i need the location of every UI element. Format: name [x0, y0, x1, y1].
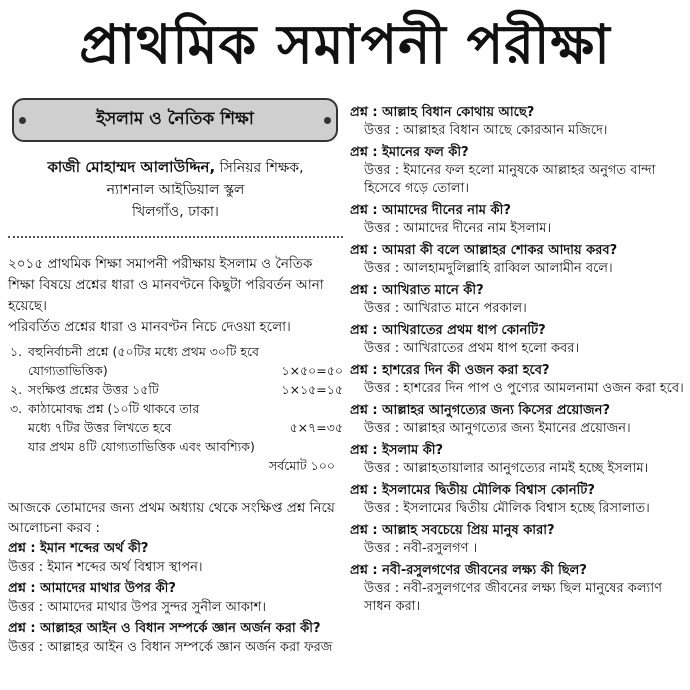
question: প্রশ্ন : নবী-রসুলগণের জীবনের লক্ষ্য কী ছিল? — [350, 563, 587, 578]
marks-text: মধ্যে ৭টির উত্তর লিখতে হবে — [28, 420, 172, 435]
marks-number: ১. — [10, 344, 23, 359]
answer: উত্তর : আল্লাহতায়ালার আনুগত্যের নামই হচ্ছে ইসলাম। — [364, 461, 649, 476]
page-title: প্রাথমিক সমাপনী পরীক্ষা — [79, 13, 611, 76]
marks-text: বহুনির্বাচনী প্রশ্নে (৫০টির মধ্যে প্রথম ৩০টি হবে — [28, 344, 259, 359]
question: প্রশ্ন : আমাদের মাথার উপর কী? — [8, 581, 176, 596]
answer: উত্তর : নবী-রসুলগণের জীবনের লক্ষ্য ছিল মানুষের কল্যাণ সাধন করা। — [364, 581, 662, 614]
subject-title: ইসলাম ও নৈতিক শিক্ষা — [96, 109, 254, 129]
question: প্রশ্ন : আল্লাহ সবচেয়ে প্রিয় মানুষ কারা? — [350, 523, 555, 538]
subject-banner — [12, 98, 338, 142]
author-school: ন্যাশনাল আইডিয়াল স্কুল — [106, 182, 245, 198]
intro-paragraph: ২০১৫ প্রাথমিক শিক্ষা সমাপনী পরীক্ষায় ইসলাম ও নৈতিক শিক্ষা বিষয়ে প্রশ্নের ধারা ও মানবণ্টনে কিছুটা পরিবর্তন আনা হয়েছে। — [8, 256, 324, 314]
author-location: খিলগাঁও, ঢাকা। — [132, 204, 219, 220]
question: প্রশ্ন : আল্লাহ বিধান কোথায় আছে? — [350, 105, 535, 120]
marks-item — [10, 418, 343, 437]
marks-value: ১×৫০=৫০ — [281, 363, 343, 378]
question: প্রশ্ন : আমাদের দীনের নাম কী? — [350, 203, 511, 218]
question: প্রশ্ন : আল্লাহর আইন ও বিধান সম্পর্কে জ্ঞান অর্জন করা কী? — [8, 621, 321, 636]
question: প্রশ্ন : আমরা কী বলে আল্লাহর শোকর আদায় করব? — [350, 243, 618, 258]
answer: উত্তর : আল্লাহর আইন ও বিধান সম্পর্কে জ্ঞান অর্জন করা ফরজ — [8, 640, 333, 655]
marks-item — [10, 342, 343, 361]
marks-item — [10, 399, 343, 418]
marks-text: যোগ্যতাভিত্তিক) — [28, 363, 108, 378]
answer: উত্তর : ইমানের ফল হলো মানুষকে আল্লাহর অনুগত বান্দা হিসেবে গড়ে তোলা। — [364, 163, 656, 196]
marks-value: ৫×৭=৩৫ — [289, 420, 343, 435]
author-block — [8, 156, 343, 223]
marks-text: যার প্রথম ৪টি যোগ্যতাভিত্তিক এবং আবশ্যিক) — [28, 439, 255, 454]
answer: উত্তর : আলহামদুলিল্লাহি রাব্বিল আলামীন বলে। — [364, 261, 613, 276]
question: প্রশ্ন : ইসলাম কী? — [350, 443, 444, 458]
question: প্রশ্ন : আখিরাতের প্রথম ধাপ কোনটি? — [350, 323, 546, 338]
answer: উত্তর : হাশরের দিন পাপ ও পুণ্যের আমলনামা ওজন করা হবে। — [364, 381, 684, 396]
intro-paragraph: পরিবর্তিত প্রশ্নের ধারা ও মানবণ্টন নিচে দেওয়া হলো। — [8, 319, 291, 335]
answer: উত্তর : আখিরাতের প্রথম ধাপ হলো কবর। — [364, 341, 580, 356]
marks-number: ৩. — [10, 401, 23, 416]
marks-text: কাঠামোবদ্ধ প্রশ্ন (১০টি থাকবে তার — [28, 401, 200, 416]
question: প্রশ্ন : হাশরের দিন কী ওজন করা হবে? — [350, 363, 550, 378]
right-column — [350, 100, 686, 684]
question: প্রশ্ন : ইমানের ফল কী? — [350, 145, 469, 160]
left-qa-section — [8, 498, 343, 659]
answer: উত্তর : আমাদের মাথার উপর সুন্দর সুনীল আকাশ। — [8, 600, 266, 615]
marks-item — [10, 437, 343, 456]
bullet-dot-icon — [324, 117, 331, 124]
answer: উত্তর : আল্লাহর আনুগত্যের জন্য ইমানের প্রয়োজন। — [364, 421, 631, 436]
author-designation: সিনিয়র শিক্ষক, — [219, 160, 304, 176]
answer: উত্তর : ইসলামের দ্বিতীয় মৌলিক বিশ্বাস হচ্ছে রিসালাত। — [364, 501, 650, 516]
answer: উত্তর : আখিরাত মানে পরকাল। — [364, 301, 527, 316]
intro-text — [8, 254, 343, 338]
question: প্রশ্ন : আখিরাত মানে কী? — [350, 283, 484, 298]
left-column — [8, 94, 343, 684]
question: প্রশ্ন : ইসলামের দ্বিতীয় মৌলিক বিশ্বাস কোনটি? — [350, 483, 595, 498]
answer: উত্তর : আমাদের দীনের নাম ইসলাম। — [364, 221, 552, 236]
answer: উত্তর : ইমান শব্দের অর্থ বিশ্বাস স্থাপন। — [8, 560, 203, 575]
author-name: কাজী মোহাম্মদ আলাউদ্দিন, — [47, 158, 216, 176]
marks-value: ১×১৫=১৫ — [281, 382, 343, 397]
marks-item — [10, 380, 343, 399]
bullet-dot-icon — [19, 117, 26, 124]
answer: উত্তর : নবী-রসুলগণ । — [364, 541, 478, 556]
divider — [8, 236, 343, 238]
marks-list — [10, 342, 343, 475]
lead-text: আজকে তোমাদের জন্য প্রথম অধ্যায় থেকে সংক্ষিপ্ত প্রশ্ন নিয়ে আলোচনা করব : — [8, 500, 335, 536]
marks-number: ২. — [10, 382, 23, 397]
marks-total: সর্বমোট ১০০ — [269, 458, 335, 473]
question: প্রশ্ন : আল্লাহর আনুগত্যের জন্য কিসের প্রয়োজন? — [350, 403, 610, 418]
marks-item — [10, 361, 343, 380]
question: প্রশ্ন : ইমান শব্দের অর্থ কী? — [8, 541, 149, 556]
marks-text: সংক্ষিপ্ত প্রশ্নের উত্তর ১৫টি — [28, 382, 159, 397]
answer: উত্তর : আল্লাহর বিধান আছে কোরআন মজিদে। — [364, 123, 608, 138]
